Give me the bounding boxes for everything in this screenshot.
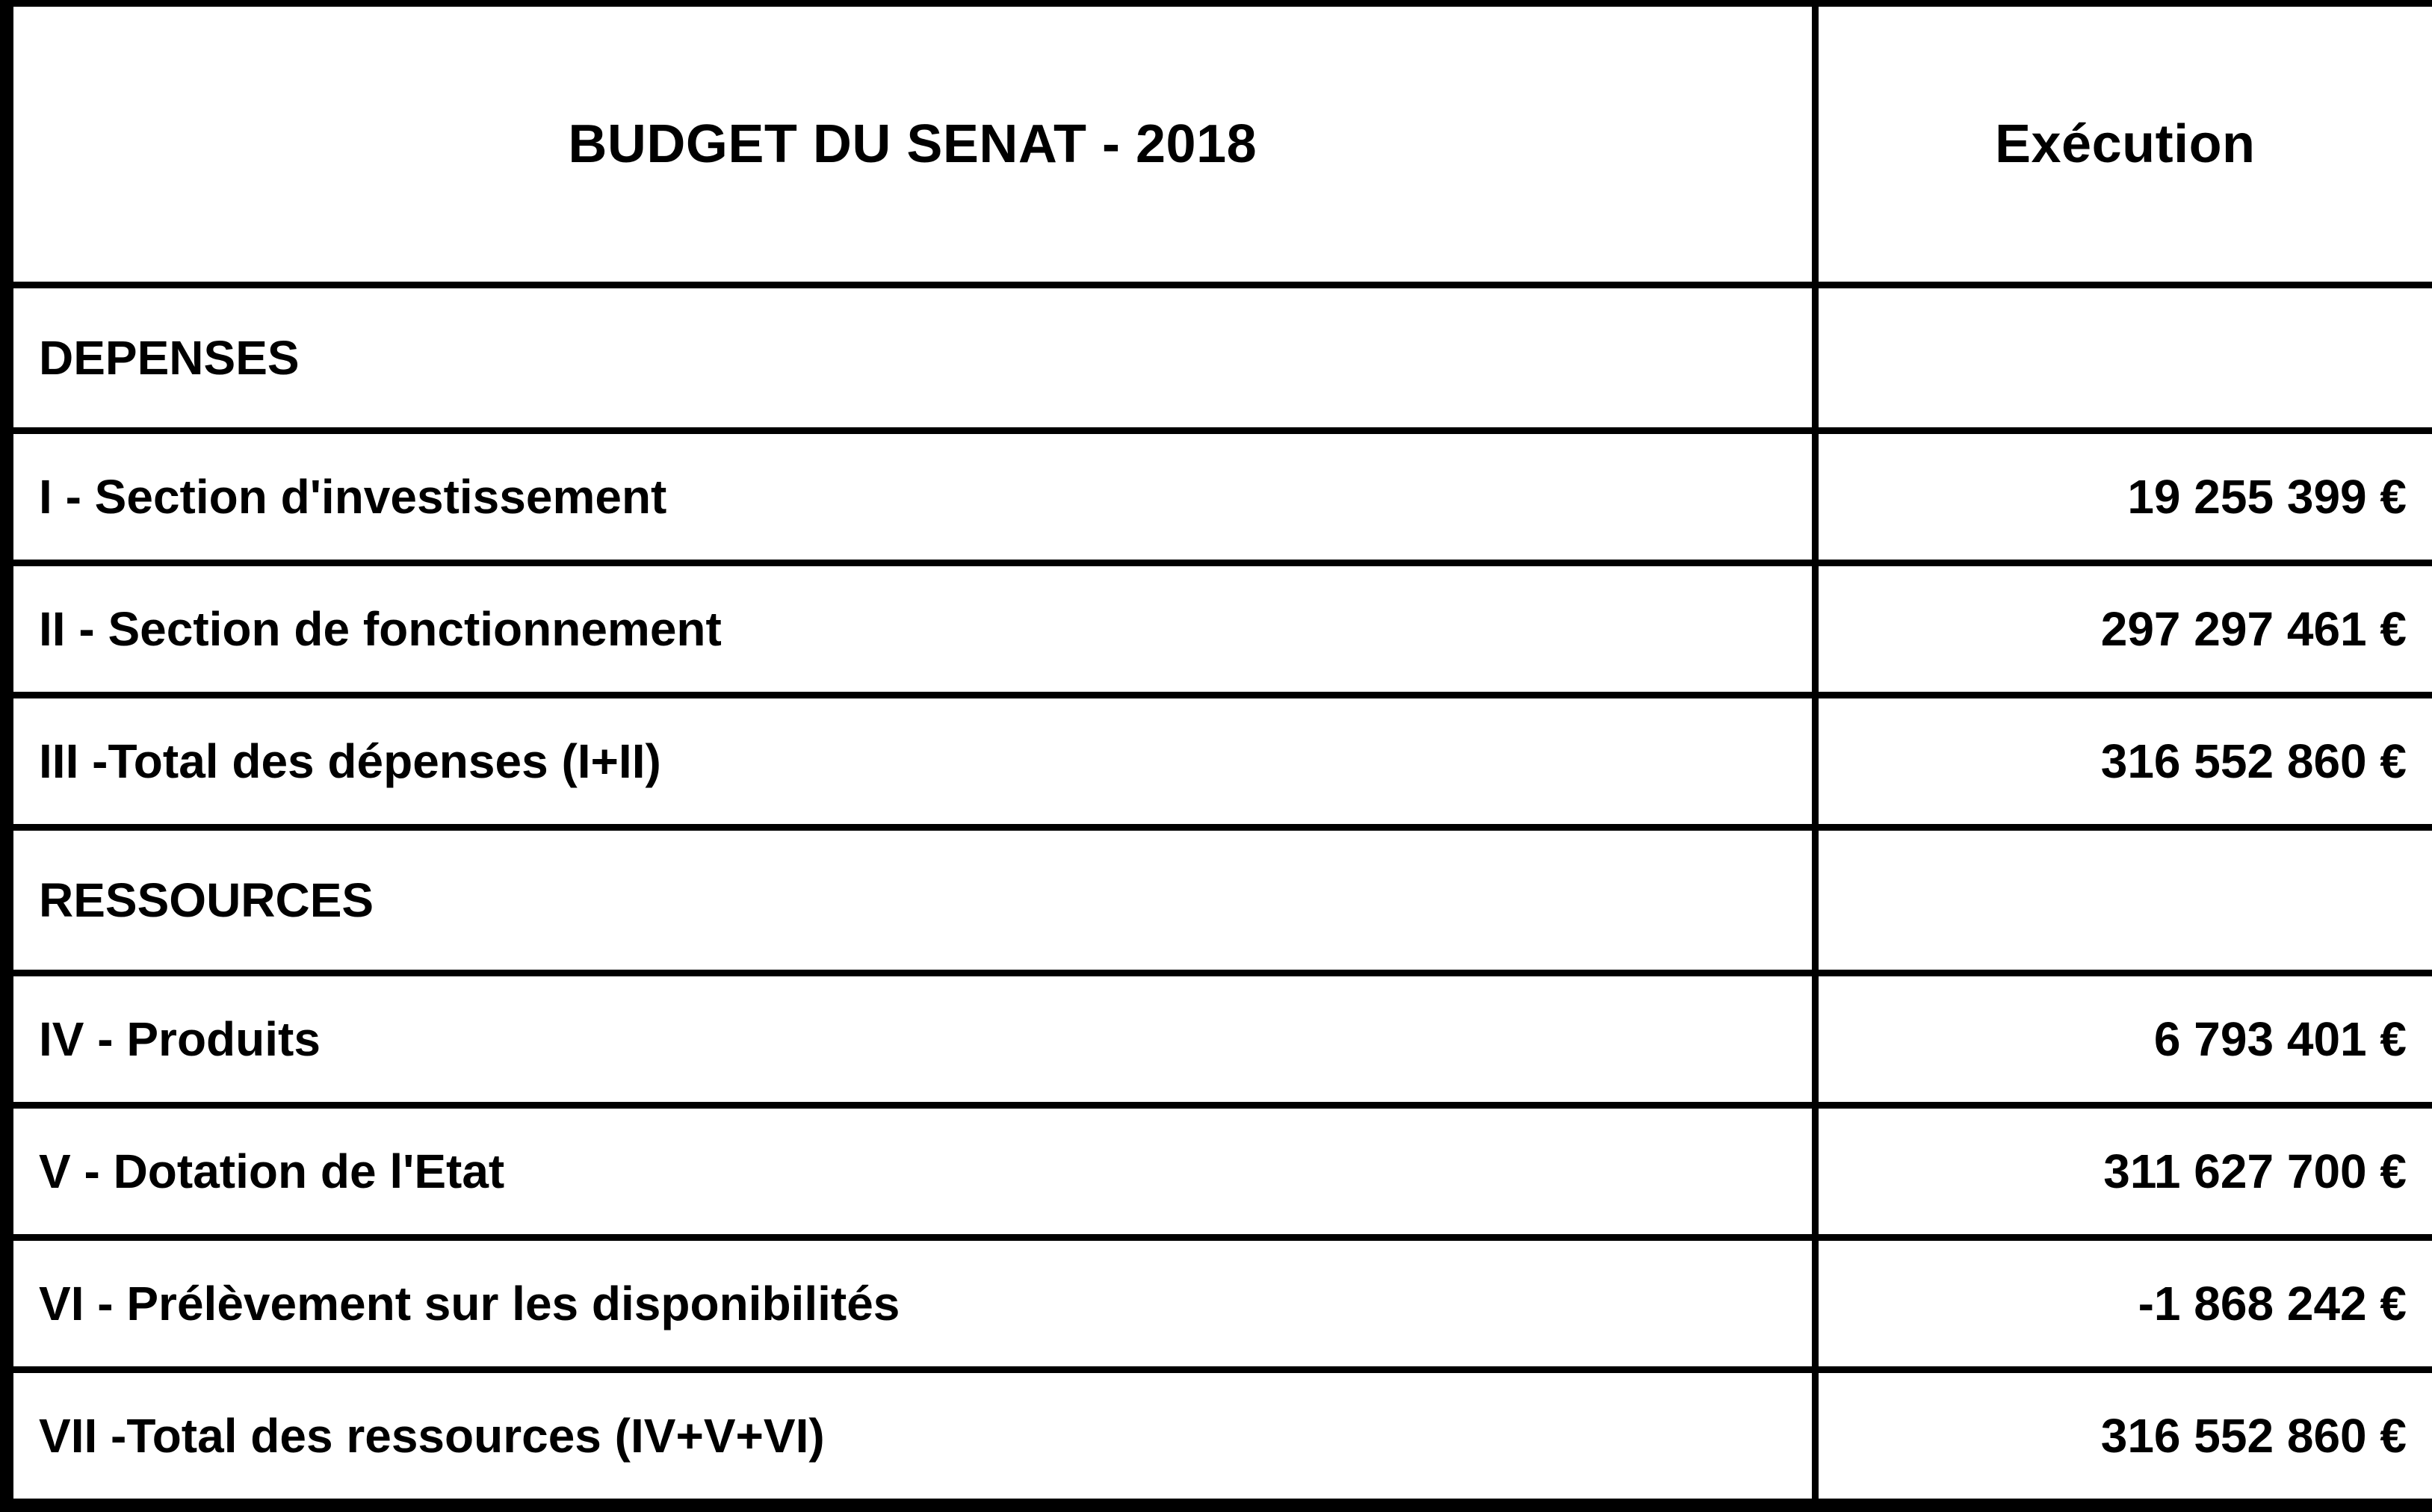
section-label-ressources: RESSOURCES	[7, 828, 1815, 973]
column-header-execution: Exécution	[1815, 4, 2432, 285]
row-label-investissement: I - Section d'investissement	[7, 431, 1815, 563]
table-row	[7, 431, 2432, 563]
row-value-total-ressources: 316 552 860 €	[1815, 1370, 2432, 1506]
table-header-row	[7, 4, 2432, 285]
row-label-produits: IV - Produits	[7, 973, 1815, 1106]
section-label-depenses: DEPENSES	[7, 285, 1815, 431]
section-header-row-ressources	[7, 828, 2432, 973]
row-label-prelevement-disponibilites: VI - Prélèvement sur les disponibilités	[7, 1238, 1815, 1370]
table-row	[7, 1370, 2432, 1506]
row-value-prelevement-disponibilites: -1 868 242 €	[1815, 1238, 2432, 1370]
section-value-depenses	[1815, 285, 2432, 431]
table-row	[7, 1238, 2432, 1370]
row-label-fonctionnement: II - Section de fonctionnement	[7, 563, 1815, 695]
section-header-row-depenses	[7, 285, 2432, 431]
row-value-total-depenses: 316 552 860 €	[1815, 695, 2432, 828]
row-value-investissement: 19 255 399 €	[1815, 431, 2432, 563]
table-row	[7, 973, 2432, 1106]
section-value-ressources	[1815, 828, 2432, 973]
row-value-dotation-etat: 311 627 700 €	[1815, 1106, 2432, 1238]
table-row	[7, 563, 2432, 695]
table-row	[7, 1106, 2432, 1238]
row-value-fonctionnement: 297 297 461 €	[1815, 563, 2432, 695]
row-label-total-depenses: III -Total des dépenses (I+II)	[7, 695, 1815, 828]
table-row	[7, 695, 2432, 828]
table-title: BUDGET DU SENAT - 2018	[7, 4, 1815, 285]
row-label-dotation-etat: V - Dotation de l'Etat	[7, 1106, 1815, 1238]
row-label-total-ressources: VII -Total des ressources (IV+V+VI)	[7, 1370, 1815, 1506]
row-value-produits: 6 793 401 €	[1815, 973, 2432, 1106]
